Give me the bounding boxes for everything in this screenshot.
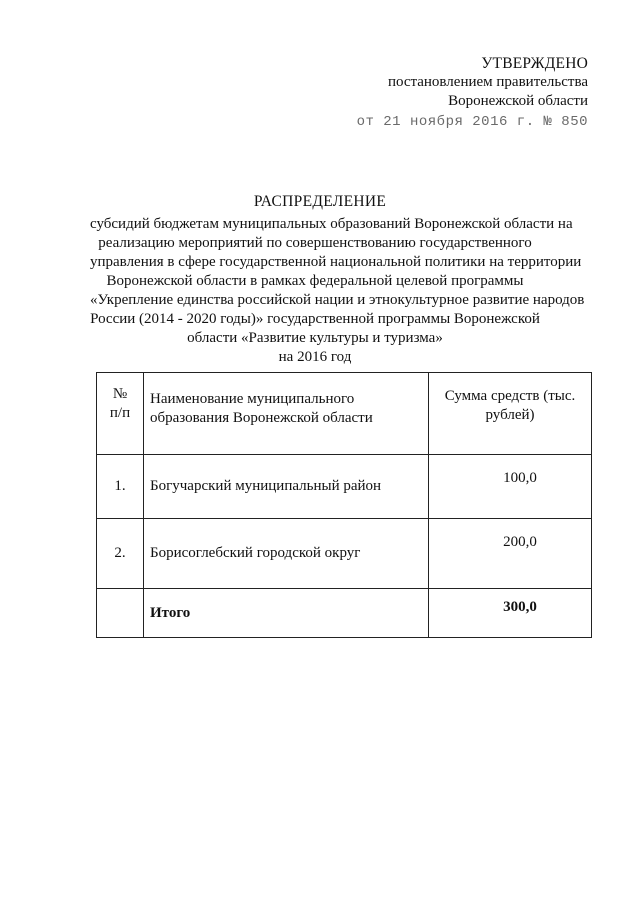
header-name-cell bbox=[144, 373, 429, 455]
approval-date: от 21 ноября 2016 г. № 850 bbox=[356, 114, 588, 130]
distribution-table bbox=[96, 372, 592, 638]
subtitle-line: России (2014 - 2020 годы)» государственной программы Воронежской bbox=[90, 311, 540, 327]
header-name-line-2: образования Воронежской области bbox=[150, 410, 373, 426]
row-municipality-name: Богучарский муниципальный район bbox=[144, 455, 429, 519]
row-number: 2. bbox=[97, 519, 144, 589]
total-sum: 300,0 bbox=[503, 599, 537, 615]
subtitle-line: «Укрепление единства российской нации и этнокультурное развитие народов bbox=[90, 292, 585, 308]
row-sum: 100,0 bbox=[503, 470, 537, 486]
header-name-line-1: Наименование муниципального bbox=[150, 391, 355, 407]
header-sum-line-1: Сумма средств (тыс. bbox=[444, 388, 576, 404]
header-number-cell bbox=[97, 373, 144, 455]
subtitle-line: области «Развитие культуры и туризма» bbox=[187, 330, 443, 346]
table-header-row bbox=[97, 373, 592, 455]
approval-line-2: Воронежской области bbox=[448, 93, 588, 109]
row-sum-cell bbox=[429, 519, 592, 589]
table-row bbox=[97, 519, 592, 589]
header-number-abbr: п/п bbox=[109, 405, 131, 421]
header-sum-cell bbox=[429, 373, 592, 455]
subtitle-line: Воронежской области в рамках федеральной целевой программы bbox=[106, 273, 524, 289]
subtitle-line: реализацию мероприятий по совершенствованию государственного bbox=[98, 235, 532, 251]
approval-line-1: постановлением правительства bbox=[387, 74, 588, 90]
total-number bbox=[97, 589, 144, 638]
approval-stamp bbox=[357, 54, 588, 132]
row-sum-cell bbox=[429, 455, 592, 519]
header-number-symbol: № bbox=[112, 386, 128, 402]
approved-label: УТВЕРЖДЕНО bbox=[481, 55, 588, 72]
row-municipality-name: Борисоглебский городской округ bbox=[144, 519, 429, 589]
table-total-row bbox=[97, 589, 592, 638]
subtitle-line: на 2016 год bbox=[278, 349, 352, 365]
subtitle-line: управления в сфере государственной национальной политики на территории bbox=[90, 254, 582, 270]
table-row bbox=[97, 455, 592, 519]
document-title: РАСПРЕДЕЛЕНИЕ bbox=[253, 193, 387, 210]
document-subtitle bbox=[90, 215, 585, 367]
total-label: Итого bbox=[144, 589, 429, 638]
subtitle-line: субсидий бюджетам муниципальных образований Воронежской области на bbox=[90, 216, 573, 232]
row-number: 1. bbox=[97, 455, 144, 519]
row-sum: 200,0 bbox=[503, 534, 537, 550]
total-sum-cell bbox=[429, 589, 592, 638]
header-sum-line-2: рублей) bbox=[485, 407, 535, 423]
